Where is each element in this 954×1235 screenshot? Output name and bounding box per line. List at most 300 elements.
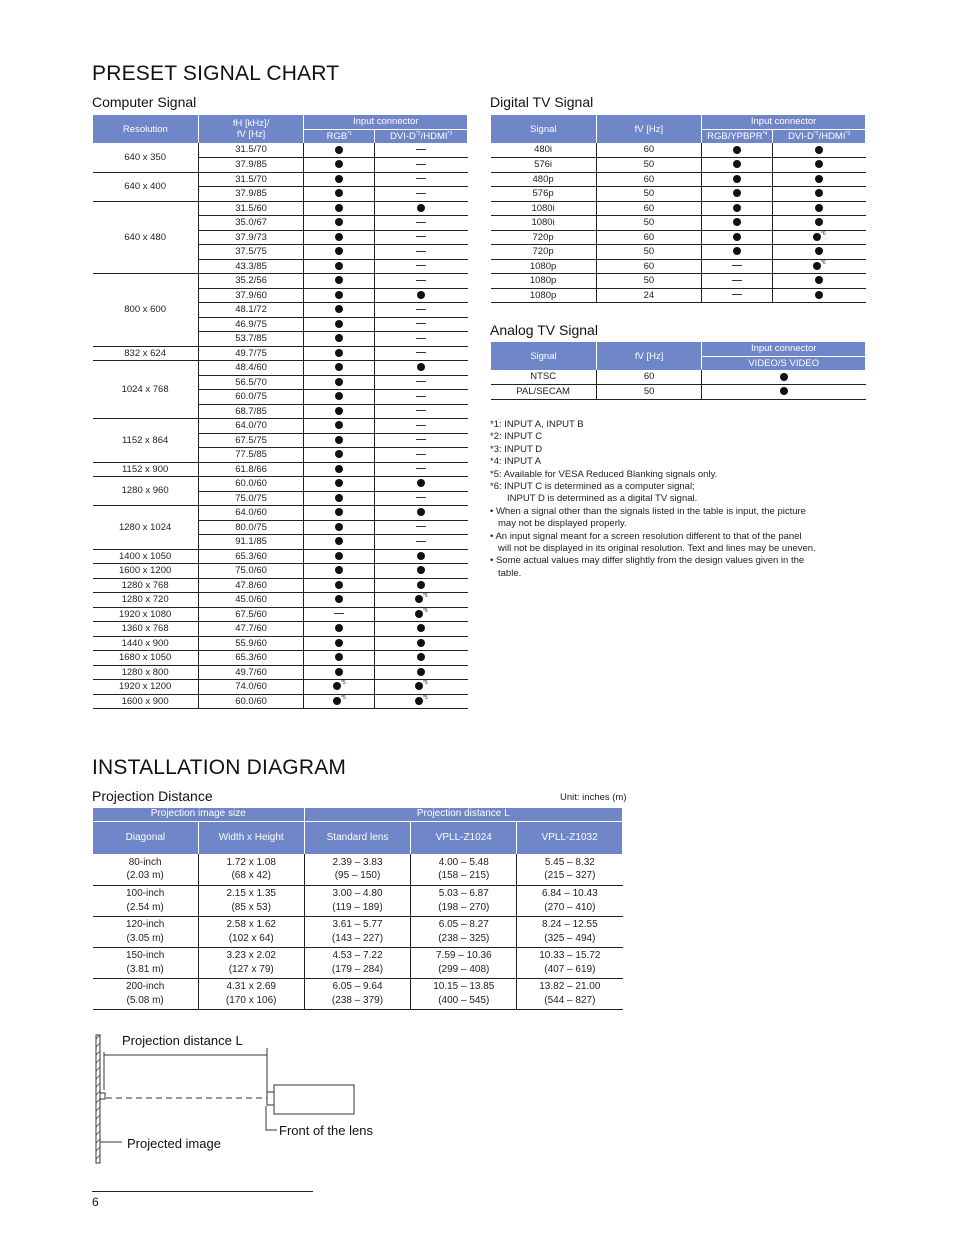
frequency-cell: 91.1/85 bbox=[198, 535, 304, 550]
not-supported-dash-icon bbox=[416, 410, 426, 411]
supported-dot-icon bbox=[815, 204, 823, 212]
dvi-hdmi-cell bbox=[773, 245, 866, 260]
dvi-hdmi-support-mark bbox=[416, 464, 426, 475]
supported-dot-icon bbox=[335, 320, 343, 328]
computer-signal-subtitle: Computer Signal bbox=[92, 94, 197, 110]
dvi-hdmi-cell bbox=[375, 419, 468, 434]
diagonal-cell: 80-inch (2.03 m) bbox=[93, 854, 199, 885]
footnote-line: *4: INPUT A bbox=[490, 456, 542, 468]
supported-dot-icon bbox=[335, 378, 343, 386]
supported-dot-icon bbox=[335, 146, 343, 154]
supported-dot-icon bbox=[417, 653, 425, 661]
dvi-hdmi-support-mark bbox=[416, 275, 426, 286]
not-supported-dash-icon bbox=[416, 439, 426, 440]
supported-dot-icon bbox=[335, 392, 343, 400]
dvi-hdmi-support-mark bbox=[416, 435, 426, 446]
not-supported-dash-icon bbox=[416, 323, 426, 324]
dvi-hdmi-support-mark bbox=[416, 536, 426, 547]
not-supported-dash-icon bbox=[416, 265, 426, 266]
supported-dot-icon bbox=[335, 175, 343, 183]
table-row bbox=[491, 143, 866, 158]
fv-cell: 60 bbox=[596, 259, 702, 274]
rgb-support-mark bbox=[335, 652, 343, 663]
footnote-line: • Some actual values may differ slightly from the design values given in the bbox=[490, 555, 805, 567]
dvi-hdmi-cell bbox=[375, 288, 468, 303]
table-row bbox=[491, 172, 866, 187]
supported-dot-icon bbox=[335, 566, 343, 574]
resolution-cell: 1920 x 1200 bbox=[93, 680, 199, 695]
video-support-mark bbox=[780, 386, 788, 397]
digital-tv-signal-subtitle: Digital TV Signal bbox=[490, 94, 594, 110]
header-projection-image-size: Projection image size bbox=[93, 808, 305, 821]
header-width-height: Width x Height bbox=[198, 821, 304, 854]
dvi-hdmi-support-mark bbox=[416, 493, 426, 504]
rgb-cell bbox=[304, 520, 375, 535]
table-row bbox=[491, 259, 866, 274]
supported-dot-icon bbox=[415, 595, 423, 603]
supported-dot-icon bbox=[813, 262, 821, 270]
dvi-hdmi-cell bbox=[773, 187, 866, 202]
dvi-hdmi-support-mark: *5 bbox=[415, 696, 428, 707]
supported-dot-icon bbox=[733, 247, 741, 255]
dvi-hdmi-cell bbox=[375, 317, 468, 332]
dvi-hdmi-support-mark bbox=[416, 246, 426, 257]
supported-dot-icon bbox=[335, 305, 343, 313]
table-row bbox=[93, 593, 468, 608]
dvi-hdmi-cell bbox=[375, 274, 468, 289]
rgb-support-mark bbox=[335, 246, 343, 257]
resolution-cell: 640 x 350 bbox=[93, 143, 199, 172]
supported-dot-icon bbox=[733, 233, 741, 241]
dvi-hdmi-cell bbox=[375, 578, 468, 593]
analog-tv-signal-subtitle: Analog TV Signal bbox=[490, 322, 598, 338]
fv-cell: 50 bbox=[596, 385, 702, 400]
dvi-hdmi-cell bbox=[375, 245, 468, 260]
not-supported-dash-icon bbox=[416, 381, 426, 382]
supported-dot-icon bbox=[335, 624, 343, 632]
signal-cell: 480p bbox=[491, 172, 597, 187]
supported-dot-icon bbox=[417, 581, 425, 589]
supported-dot-icon bbox=[335, 595, 343, 603]
rgb-cell bbox=[304, 361, 375, 376]
frequency-cell: 77.5/85 bbox=[198, 448, 304, 463]
vpll-z1024-cell: 4.00 – 5.48 (158 – 215) bbox=[411, 854, 517, 885]
header-projection-distance-l: Projection distance L bbox=[304, 808, 622, 821]
rgb-support-mark bbox=[733, 203, 741, 214]
resolution-cell: 1280 x 768 bbox=[93, 578, 199, 593]
rgb-cell bbox=[304, 274, 375, 289]
table-row bbox=[491, 201, 866, 216]
footnote-line: *2: INPUT C bbox=[490, 431, 543, 443]
rgb-cell bbox=[304, 636, 375, 651]
dvi-hdmi-support-mark bbox=[815, 159, 823, 170]
rgb-ypbpr-cell bbox=[702, 230, 773, 245]
dvi-hdmi-cell bbox=[375, 535, 468, 550]
rgb-ypbpr-cell bbox=[702, 143, 773, 158]
supported-dot-icon bbox=[335, 291, 343, 299]
resolution-cell: 1920 x 1080 bbox=[93, 607, 199, 622]
rgb-support-mark bbox=[335, 159, 343, 170]
not-supported-dash-icon bbox=[416, 526, 426, 527]
supported-dot-icon bbox=[815, 146, 823, 154]
rgb-support-mark bbox=[335, 319, 343, 330]
header-rgb-ypbpr: RGB/YPBPR$^{*4}$ bbox=[702, 129, 773, 143]
dvi-hdmi-support-mark bbox=[417, 638, 425, 649]
supported-dot-icon bbox=[335, 523, 343, 531]
resolution-cell: 1600 x 1200 bbox=[93, 564, 199, 579]
rgb-support-mark bbox=[335, 551, 343, 562]
supported-dot-icon bbox=[335, 436, 343, 444]
vpll-z1032-cell: 5.45 – 8.32 (215 – 327) bbox=[517, 854, 623, 885]
frequency-cell: 65.3/60 bbox=[198, 549, 304, 564]
supported-dot-icon bbox=[417, 291, 425, 299]
not-supported-dash-icon bbox=[416, 236, 426, 237]
fv-cell: 60 bbox=[596, 172, 702, 187]
rgb-support-mark bbox=[335, 420, 343, 431]
table-row bbox=[491, 370, 866, 385]
dvi-hdmi-cell bbox=[375, 433, 468, 448]
digital-tv-signal-table bbox=[490, 115, 866, 303]
dvi-hdmi-support-mark bbox=[417, 580, 425, 591]
rgb-support-mark bbox=[335, 565, 343, 576]
frequency-cell: 49.7/60 bbox=[198, 665, 304, 680]
table-row bbox=[491, 245, 866, 260]
supported-dot-icon bbox=[415, 610, 423, 618]
not-supported-dash-icon bbox=[416, 425, 426, 426]
rgb-cell bbox=[304, 317, 375, 332]
supported-dot-icon bbox=[335, 450, 343, 458]
vpll-z1032-cell: 8.24 – 12.55 (325 – 494) bbox=[517, 916, 623, 947]
rgb-cell bbox=[304, 201, 375, 216]
supported-dot-icon bbox=[335, 160, 343, 168]
dvi-hdmi-cell bbox=[773, 201, 866, 216]
rgb-support-mark bbox=[335, 217, 343, 228]
table-row bbox=[93, 477, 468, 492]
footnote-line: may not be displayed properly. bbox=[498, 518, 627, 530]
resolution-cell: 1360 x 768 bbox=[93, 622, 199, 637]
rgb-cell bbox=[304, 404, 375, 419]
frequency-cell: 56.5/70 bbox=[198, 375, 304, 390]
dvi-hdmi-cell bbox=[375, 216, 468, 231]
frequency-cell: 75.0/60 bbox=[198, 564, 304, 579]
not-supported-dash-icon bbox=[334, 613, 344, 614]
dvi-hdmi-support-mark bbox=[416, 159, 426, 170]
vpll-z1024-cell: 5.03 – 6.87 (198 – 270) bbox=[411, 885, 517, 916]
rgb-cell bbox=[304, 375, 375, 390]
rgb-support-mark bbox=[733, 217, 741, 228]
dvi-hdmi-cell bbox=[375, 520, 468, 535]
dvi-hdmi-support-mark bbox=[815, 203, 823, 214]
rgb-cell bbox=[304, 694, 375, 709]
dvi-hdmi-support-mark bbox=[416, 522, 426, 533]
not-supported-dash-icon bbox=[416, 396, 426, 397]
frequency-cell: 75.0/75 bbox=[198, 491, 304, 506]
rgb-support-mark bbox=[335, 478, 343, 489]
table-row bbox=[93, 885, 623, 916]
supported-dot-icon bbox=[335, 494, 343, 502]
frequency-cell: 60.0/60 bbox=[198, 694, 304, 709]
signal-cell: 1080i bbox=[491, 201, 597, 216]
dvi-hdmi-cell bbox=[375, 230, 468, 245]
frequency-cell: 37.9/60 bbox=[198, 288, 304, 303]
rgb-support-mark bbox=[335, 348, 343, 359]
header-fv: fV [Hz] bbox=[596, 342, 702, 370]
rgb-support-mark bbox=[335, 667, 343, 678]
standard-lens-cell: 3.61 – 5.77 (143 – 227) bbox=[304, 916, 411, 947]
table-row bbox=[93, 947, 623, 978]
table-row bbox=[93, 506, 468, 521]
width-height-cell: 4.31 x 2.69 (170 x 106) bbox=[198, 978, 304, 1009]
dvi-hdmi-support-mark bbox=[416, 333, 426, 344]
page-number: 6 bbox=[92, 1195, 99, 1209]
table-row bbox=[93, 636, 468, 651]
rgb-cell bbox=[304, 593, 375, 608]
fv-cell: 50 bbox=[596, 274, 702, 289]
frequency-cell: 37.9/85 bbox=[198, 187, 304, 202]
unit-label: Unit: inches (m) bbox=[560, 792, 627, 803]
standard-lens-cell: 2.39 – 3.83 (95 – 150) bbox=[304, 854, 411, 885]
footnote-line: will not be displayed in its original resolution. Text and lines may be uneven. bbox=[498, 543, 816, 555]
fv-cell: 50 bbox=[596, 216, 702, 231]
not-supported-dash-icon bbox=[732, 280, 742, 281]
projector bbox=[267, 1085, 354, 1114]
supported-dot-icon bbox=[415, 682, 423, 690]
rgb-support-mark bbox=[733, 232, 741, 243]
header-fh-fv: fH [kHz]/ fV [Hz] bbox=[198, 115, 304, 143]
dvi-hdmi-support-mark bbox=[417, 667, 425, 678]
rgb-cell bbox=[304, 433, 375, 448]
frequency-cell: 37.5/75 bbox=[198, 245, 304, 260]
dvi-hdmi-cell bbox=[773, 158, 866, 173]
rgb-support-mark bbox=[335, 522, 343, 533]
resolution-cell: 800 x 600 bbox=[93, 274, 199, 347]
table-row bbox=[491, 288, 866, 303]
footnote-line: *3: INPUT D bbox=[490, 443, 543, 455]
signal-cell: 480i bbox=[491, 143, 597, 158]
supported-dot-icon bbox=[335, 407, 343, 415]
dvi-hdmi-cell bbox=[773, 274, 866, 289]
rgb-support-mark bbox=[334, 609, 344, 620]
resolution-cell: 640 x 400 bbox=[93, 172, 199, 201]
supported-dot-icon bbox=[335, 552, 343, 560]
rgb-support-mark bbox=[335, 261, 343, 272]
table-row bbox=[93, 419, 468, 434]
supported-dot-icon bbox=[417, 508, 425, 516]
table-row bbox=[93, 549, 468, 564]
supported-dot-icon bbox=[417, 566, 425, 574]
table-row bbox=[491, 158, 866, 173]
supported-dot-icon bbox=[333, 697, 341, 705]
supported-dot-icon bbox=[733, 204, 741, 212]
dvi-hdmi-cell bbox=[375, 622, 468, 637]
rgb-cell bbox=[304, 651, 375, 666]
rgb-support-mark bbox=[335, 493, 343, 504]
rgb-ypbpr-cell bbox=[702, 274, 773, 289]
supported-dot-icon bbox=[417, 363, 425, 371]
dvi-hdmi-cell bbox=[375, 564, 468, 579]
rgb-ypbpr-cell bbox=[702, 245, 773, 260]
distance-dimension bbox=[104, 1048, 267, 1098]
frequency-cell: 65.3/60 bbox=[198, 651, 304, 666]
header-input-connector: Input connector bbox=[304, 115, 468, 129]
rgb-support-mark bbox=[335, 275, 343, 286]
dvi-hdmi-support-mark: *6 bbox=[415, 609, 428, 620]
resolution-cell: 1440 x 900 bbox=[93, 636, 199, 651]
rgb-ypbpr-cell bbox=[702, 201, 773, 216]
rgb-support-mark bbox=[335, 232, 343, 243]
supported-dot-icon bbox=[815, 276, 823, 284]
dvi-hdmi-support-mark: *5 bbox=[415, 681, 428, 692]
header-vpll-z1032: VPLL-Z1032 bbox=[517, 821, 623, 854]
supported-dot-icon bbox=[335, 349, 343, 357]
front-of-lens-label: Front of the lens bbox=[279, 1123, 373, 1138]
dvi-hdmi-support-mark bbox=[815, 275, 823, 286]
fv-cell: 50 bbox=[596, 187, 702, 202]
supported-dot-icon bbox=[815, 175, 823, 183]
frequency-cell: 53.7/85 bbox=[198, 332, 304, 347]
fv-cell: 60 bbox=[596, 230, 702, 245]
rgb-support-mark bbox=[335, 536, 343, 547]
supported-dot-icon bbox=[335, 334, 343, 342]
not-supported-dash-icon bbox=[416, 454, 426, 455]
signal-cell: 720p bbox=[491, 245, 597, 260]
frequency-cell: 31.5/70 bbox=[198, 172, 304, 187]
rgb-support-mark bbox=[335, 362, 343, 373]
rgb-cell bbox=[304, 245, 375, 260]
rgb-support-mark bbox=[733, 188, 741, 199]
header-diagonal: Diagonal bbox=[93, 821, 199, 854]
supported-dot-icon bbox=[335, 189, 343, 197]
rgb-support-mark bbox=[335, 377, 343, 388]
supported-dot-icon bbox=[417, 624, 425, 632]
rgb-ypbpr-cell bbox=[702, 259, 773, 274]
table-row bbox=[93, 361, 468, 376]
footnote-line: INPUT D is determined as a digital TV signal. bbox=[507, 493, 698, 505]
dvi-hdmi-cell bbox=[375, 332, 468, 347]
dvi-hdmi-cell bbox=[375, 390, 468, 405]
rgb-cell bbox=[304, 259, 375, 274]
supported-dot-icon bbox=[417, 479, 425, 487]
rgb-cell bbox=[304, 622, 375, 637]
frequency-cell: 45.0/60 bbox=[198, 593, 304, 608]
dvi-hdmi-support-mark bbox=[417, 652, 425, 663]
dvi-hdmi-support-mark bbox=[416, 217, 426, 228]
rgb-cell bbox=[304, 564, 375, 579]
dvi-hdmi-support-mark bbox=[416, 420, 426, 431]
frequency-cell: 47.8/60 bbox=[198, 578, 304, 593]
rgb-support-mark bbox=[335, 188, 343, 199]
frequency-cell: 68.7/85 bbox=[198, 404, 304, 419]
rgb-cell bbox=[304, 187, 375, 202]
frequency-cell: 64.0/70 bbox=[198, 419, 304, 434]
resolution-cell: 1600 x 900 bbox=[93, 694, 199, 709]
installation-diagram-title: INSTALLATION DIAGRAM bbox=[92, 756, 347, 779]
table-row bbox=[93, 564, 468, 579]
dvi-hdmi-cell bbox=[375, 462, 468, 477]
dvi-hdmi-support-mark bbox=[417, 551, 425, 562]
rgb-support-mark bbox=[335, 290, 343, 301]
not-supported-dash-icon bbox=[416, 497, 426, 498]
dvi-hdmi-support-mark bbox=[815, 217, 823, 228]
table-row bbox=[93, 274, 468, 289]
table-row bbox=[491, 216, 866, 231]
supported-dot-icon bbox=[417, 668, 425, 676]
rgb-cell bbox=[304, 477, 375, 492]
standard-lens-cell: 6.05 – 9.64 (238 – 379) bbox=[304, 978, 411, 1009]
frequency-cell: 61.8/66 bbox=[198, 462, 304, 477]
rgb-cell bbox=[304, 143, 375, 158]
dvi-hdmi-cell bbox=[375, 607, 468, 622]
header-video-s-video: VIDEO/S VIDEO bbox=[702, 356, 866, 370]
dvi-hdmi-support-mark bbox=[815, 290, 823, 301]
dvi-hdmi-cell bbox=[375, 143, 468, 158]
resolution-cell: 1280 x 800 bbox=[93, 665, 199, 680]
rgb-cell bbox=[304, 230, 375, 245]
vpll-z1024-cell: 7.59 – 10.36 (299 – 408) bbox=[411, 947, 517, 978]
not-supported-dash-icon bbox=[416, 222, 426, 223]
frequency-cell: 47.7/60 bbox=[198, 622, 304, 637]
header-rgb: RGB$^{*1}$ bbox=[304, 129, 375, 143]
projection-distance-subtitle: Projection Distance bbox=[92, 788, 213, 804]
rgb-support-mark bbox=[732, 275, 742, 286]
not-supported-dash-icon bbox=[416, 251, 426, 252]
rgb-support-mark bbox=[335, 144, 343, 155]
table-row bbox=[491, 230, 866, 245]
rgb-support-mark: *5 bbox=[333, 696, 346, 707]
table-row bbox=[93, 622, 468, 637]
rgb-cell bbox=[304, 390, 375, 405]
supported-dot-icon bbox=[335, 262, 343, 270]
supported-dot-icon bbox=[335, 508, 343, 516]
rgb-cell bbox=[304, 607, 375, 622]
supported-dot-icon bbox=[335, 218, 343, 226]
frequency-cell: 49.7/75 bbox=[198, 346, 304, 361]
resolution-cell: 640 x 480 bbox=[93, 201, 199, 274]
rgb-support-mark bbox=[335, 638, 343, 649]
rgb-support-mark bbox=[335, 464, 343, 475]
dvi-hdmi-cell bbox=[773, 172, 866, 187]
projection-distance-table bbox=[92, 808, 623, 1010]
dvi-hdmi-support-mark bbox=[815, 144, 823, 155]
frequency-cell: 74.0/60 bbox=[198, 680, 304, 695]
header-signal: Signal bbox=[491, 342, 597, 370]
resolution-cell: 1152 x 900 bbox=[93, 462, 199, 477]
signal-cell: 576i bbox=[491, 158, 597, 173]
fv-cell: 60 bbox=[596, 201, 702, 216]
rgb-support-mark bbox=[335, 174, 343, 185]
dvi-hdmi-support-mark: *6 bbox=[813, 261, 826, 272]
supported-dot-icon bbox=[733, 189, 741, 197]
rgb-cell bbox=[304, 549, 375, 564]
dvi-hdmi-support-mark bbox=[417, 507, 425, 518]
rgb-support-mark bbox=[733, 159, 741, 170]
rgb-support-mark: *5 bbox=[333, 681, 346, 692]
video-cell bbox=[702, 370, 866, 385]
fv-cell: 50 bbox=[596, 245, 702, 260]
not-supported-dash-icon bbox=[416, 468, 426, 469]
supported-dot-icon bbox=[335, 421, 343, 429]
width-height-cell: 2.15 x 1.35 (85 x 53) bbox=[198, 885, 304, 916]
dvi-hdmi-cell bbox=[773, 143, 866, 158]
rgb-cell bbox=[304, 535, 375, 550]
signal-cell: 1080p bbox=[491, 259, 597, 274]
resolution-cell: 1280 x 960 bbox=[93, 477, 199, 506]
dvi-hdmi-cell bbox=[375, 680, 468, 695]
vpll-z1032-cell: 10.33 – 15.72 (407 – 619) bbox=[517, 947, 623, 978]
dvi-hdmi-cell bbox=[375, 303, 468, 318]
dvi-hdmi-support-mark bbox=[815, 246, 823, 257]
preset-signal-chart-title: PRESET SIGNAL CHART bbox=[92, 62, 340, 85]
